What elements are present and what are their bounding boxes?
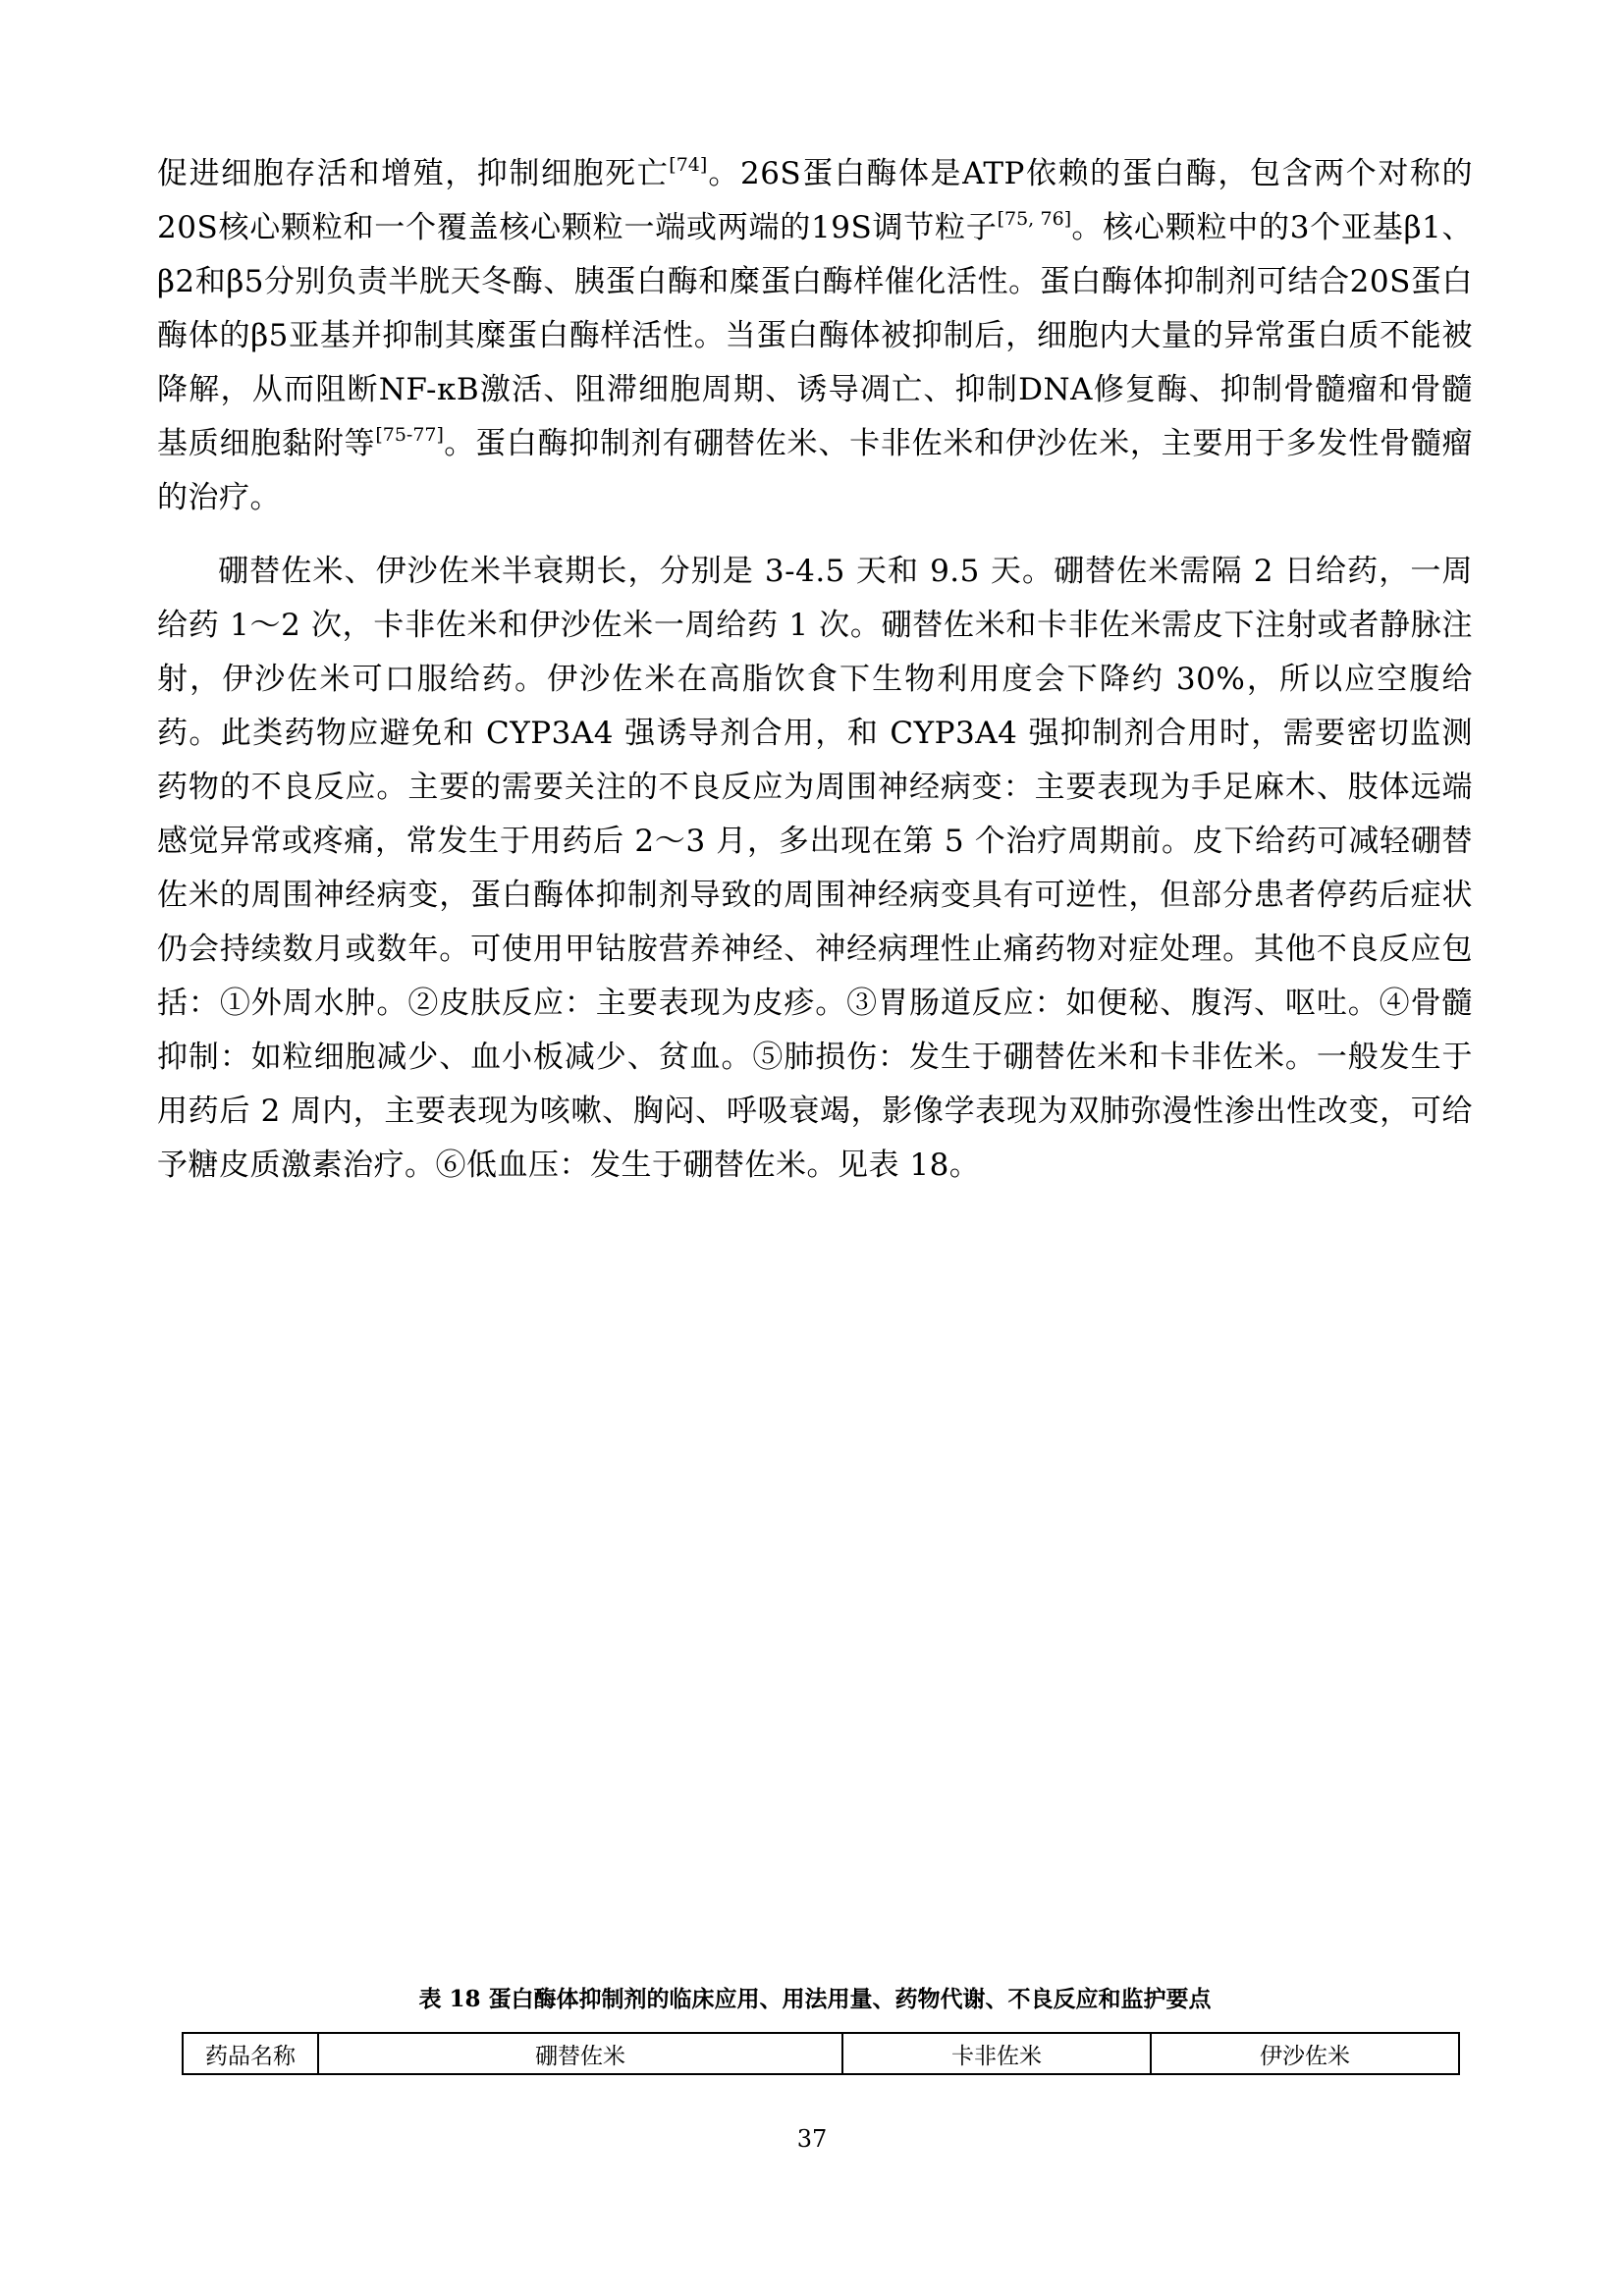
citation-superscript: [75-77] (375, 424, 444, 446)
table-header-ixazomib: 伊沙佐米 (1151, 2033, 1459, 2074)
paragraph-text: 。核心颗粒中的3个亚基β1、β2和β5分别负责半胱天冬酶、胰蛋白酶和糜蛋白酶样催化活性。蛋白酶体抑制剂可结合20S蛋白酶体的β5亚基并抑制其糜蛋白酶样活性。当蛋白酶体被抑制后，细胞内大量的异常蛋白质不能被降解，从而阻断NF-κB激活、阻滞细胞周期、诱导凋亡、抑制DNA修复酶、抑制骨髓瘤和骨髓基质细胞黏附等 (157, 210, 1473, 461)
paragraph-text: 。蛋白酶抑制剂有硼替佐米、卡非佐米和伊沙佐米，主要用于多发性骨髓瘤的治疗。 (157, 426, 1474, 515)
paragraph-text: 。26S蛋白酶体是ATP依赖的蛋白酶，包含两个对称的20S核心颗粒和一个覆盖核心颗粒一端或两端的19S调节粒子 (157, 156, 1473, 245)
paragraph-text: 硼替佐米、伊沙佐米半衰期长，分别是 3-4.5 天和 9.5 天。硼替佐米需隔 2 日给药，一周给药 1～2 次，卡非佐米和伊沙佐米一周给药 1 次。硼替佐米和卡非佐米需皮下注射或者静脉注射，伊沙佐米可口服给药。伊沙佐米在高脂饮食下生物利用度会下降约 30%，所以应空腹给药。此类药物应避免和 CYP3A4 强诱导剂合用，和 CYP3A4 强抑制剂合用时，需要密切监测药物的不良反应。主要的需要关注的不良反应为周围神经病变：主要表现为手足麻木、肢体远端感觉异常或疼痛，常发生于用药后 2～3 月，多出现在第 5 个治疗周期前。皮下给药可减轻硼替佐米的周围神经病变，蛋白酶体抑制剂导致的周围神经病变具有可逆性，但部分患者停药后症状仍会持续数月或数年。可使用甲钴胺营养神经、神经病理性止痛药物对症处理。其他不良反应包括：①外周水肿。②皮肤反应：主要表现为皮疹。③胃肠道反应：如便秘、腹泻、呕吐。④骨髓抑制：如粒细胞减少、血小板减少、贫血。⑤肺损伤：发生于硼替佐米和卡非佐米。一般发生于用药后 2 周内，主要表现为咳嗽、胸闷、呼吸衰竭，影像学表现为双肺弥漫性渗出性改变，可给予糖皮质激素治疗。⑥低血压：发生于硼替佐米。见表 18。 (157, 554, 1473, 1183)
table-header-carfilzomib: 卡非佐米 (842, 2033, 1151, 2074)
document-body (157, 147, 1473, 1193)
paragraph-pharmacokinetics-adverse-reactions (157, 545, 1473, 1193)
citation-superscript: [74] (669, 154, 708, 176)
table-caption: 表 18 蛋白酶体抑制剂的临床应用、用法用量、药物代谢、不良反应和监护要点 (418, 1986, 1212, 2012)
table-header-row (183, 2033, 1459, 2074)
drug-table (182, 2032, 1460, 2075)
paragraph-proteasome-mechanism (157, 147, 1473, 525)
table-header-bortezomib: 硼替佐米 (318, 2033, 842, 2074)
table-header-drug-name: 药品名称 (183, 2033, 318, 2074)
citation-superscript: [75, 76] (997, 208, 1072, 230)
paragraph-text: 促进细胞存活和增殖，抑制细胞死亡 (157, 156, 670, 191)
page-number: 37 (796, 2125, 828, 2153)
